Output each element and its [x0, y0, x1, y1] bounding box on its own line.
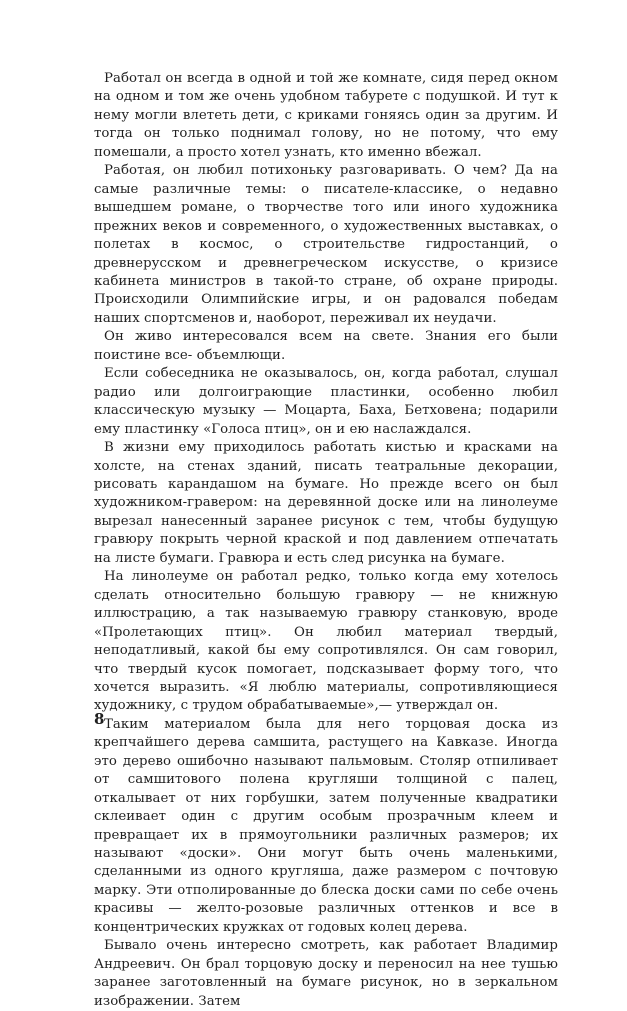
paragraph-8: Бывало очень интересно смотреть, как работает Владимир Андреевич. Он брал торцовую доску и переносил на нее тушью заранее заготовленный на бумаге рисунок, но в зеркальном изображении. Затем: [94, 938, 558, 1009]
body-text: [94, 70, 558, 1011]
paragraph-6: На линолеуме он работал редко, только когда ему хотелось сделать относительно большую гравюру — не книжную иллюстрацию, а так называемую гравюру станковую, вроде «Пролетающих птиц». Он любил материал твердый, неподатливый, какой бы ему сопротивлялся. Он сам говорил, что твердый кусок помогает, подсказывает форму того, что хочется выразить. «Я люблю материалы, сопротивляющиеся художнику, с трудом обрабатываемые»,— утверждал он.: [94, 569, 558, 714]
paragraph-5: В жизни ему приходилось работать кистью и красками на холсте, на стенах зданий, писать театральные декорации, рисовать карандашом на бумаге. Но прежде всего он был художником-гравером: на деревянной доске или на линолеуме вырезал нанесенный заранее рисунок с тем, чтобы будущую гравюру покрыть черной краской и под давлением отпечатать на листе бумаги. Гравюра и есть след рисунка на бумаге.: [94, 440, 558, 566]
paragraph-1: Работал он всегда в одной и той же комнате, сидя перед окном на одном и том же очень удобном табурете с подушкой. И тут к нему могли влететь дети, с криками гоняясь один за другим. И тогда он только поднимал голову, но не потому, что ему помешали, а просто хотел узнать, кто именно вбежал.: [94, 71, 558, 160]
page-number: 8: [94, 710, 105, 728]
paragraph-4: Если собеседника не оказывалось, он, когда работал, слушал радио или долгоиграющие пластинки, особенно любил классическую музыку — Моцарта, Баха, Бетховена; подарили ему пластинку «Голоса птиц», он и ею наслаждался.: [94, 366, 558, 437]
paragraph-7: Таким материалом была для него торцовая доска из крепчайшего дерева самшита, растущего на Кавказе. Иногда это дерево ошибочно называют пальмовым. Столяр отпиливает от самшитового полена кругляши толщиной с палец, откалывает от них горбушки, затем полученные квадратики склеивает один с другим особым прозрачным клеем и превращает их в прямоугольники различных размеров; их называют «доски». Они могут быть очень маленькими, сделанными из одного кругляша, даже размером с почтовую марку. Эти отполированные до блеска доски сами по себе очень красивы — желто-розовые различных оттенков и все в концентрических кружках от годовых колец дерева.: [94, 716, 558, 935]
paragraph-2: Работая, он любил потихоньку разговаривать. О чем? Да на самые различные темы: о писателе-классике, о недавно вышедшем романе, о творчестве того или иного художника прежних веков и современного, о художественных выставках, о полетах в космос, о строительстве гидростанций, о древнерусском и древнегреческом искусстве, о кризисе кабинета министров в такой-то стране, об охране природы. Происходили Олимпийские игры, и он радовался победам наших спортсменов и, наоборот, переживал их неудачи.: [94, 163, 558, 326]
paragraph-3: Он живо интересовался всем на свете. Знания его были поистине все- объемлющи.: [94, 329, 558, 363]
